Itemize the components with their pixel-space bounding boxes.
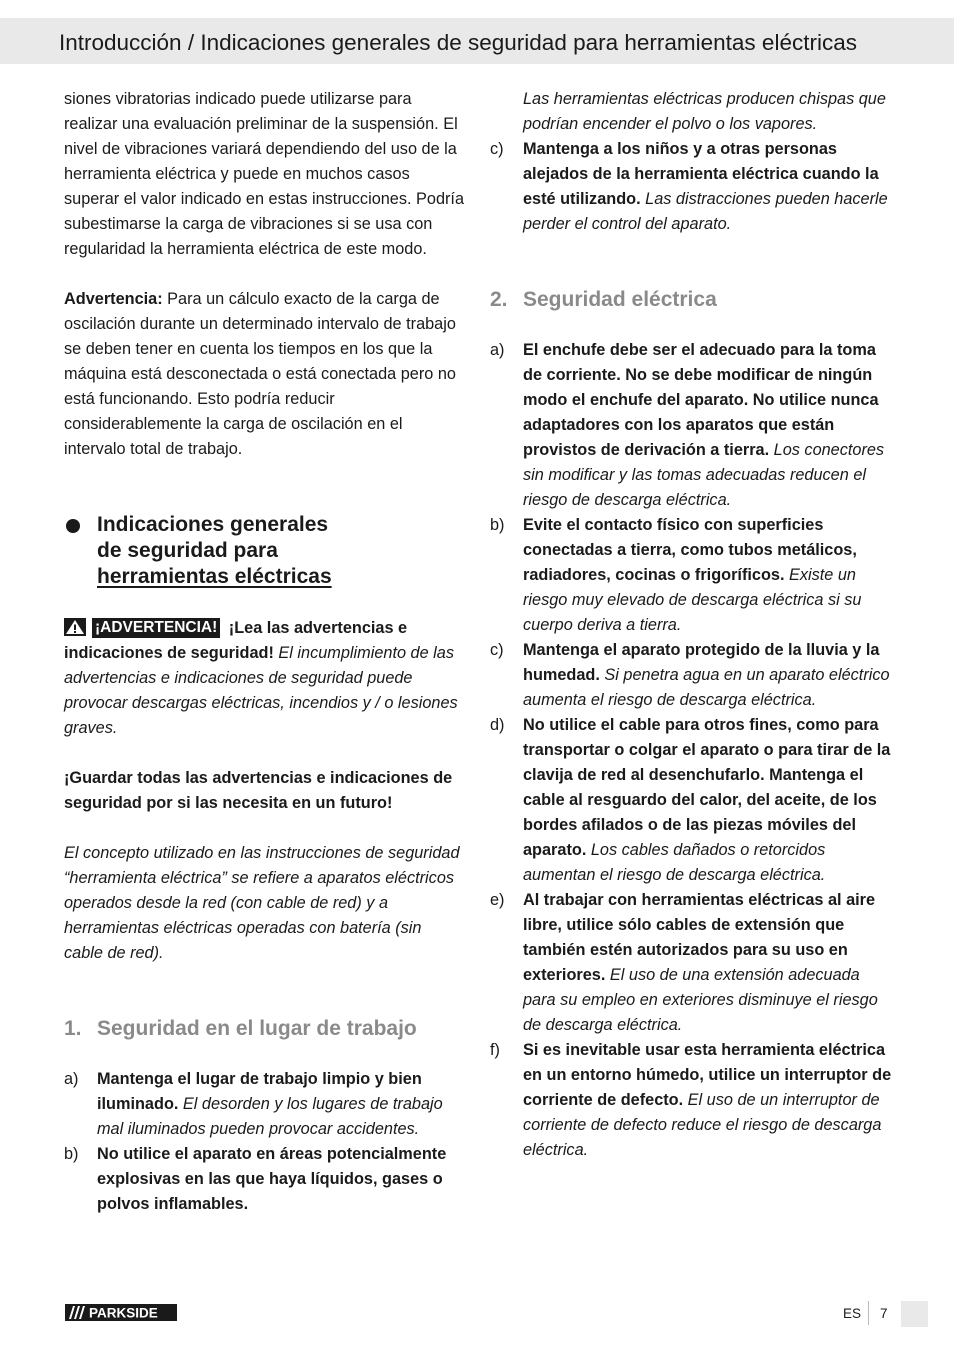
item-bold: No utilice el cable para otros fines, como para transportar o colgar el aparato o para tirar de la clavija de red al desenchufarlo. Mantenga el cable al resguardo del calor, del aceite, de los bordes afilados o de las piezas móviles del aparato. xyxy=(523,716,891,859)
item-label: f) xyxy=(490,1041,500,1059)
list-item xyxy=(490,338,894,513)
warning-badge: ¡ADVERTENCIA! xyxy=(92,618,220,638)
item-label: b) xyxy=(64,1145,79,1163)
list-item xyxy=(490,638,894,713)
page-title: Introducción / Indicaciones generales de seguridad para herramientas eléctricas xyxy=(59,30,857,55)
left-column xyxy=(64,87,464,1217)
warning-paragraph xyxy=(64,616,464,741)
item-label: a) xyxy=(64,1070,79,1088)
list-item xyxy=(64,1067,464,1142)
list-item xyxy=(490,1038,894,1163)
warning-italic: El incumplimiento de las advertencias e indicaciones de seguridad puede provocar descargas eléctricas, incendios y / o lesiones graves. xyxy=(64,644,458,737)
item-italic: El uso de un interruptor de corriente de defecto reduce el riesgo de descarga eléctrica. xyxy=(523,1091,882,1159)
item-bold: Mantenga el lugar de trabajo limpio y bien iluminado. xyxy=(97,1070,422,1113)
advertencia-label: Advertencia: xyxy=(64,290,163,308)
item-italic: Los cables dañados o retorcidos aumentan el riesgo de descarga eléctrica. xyxy=(523,841,826,884)
list-item xyxy=(490,137,894,237)
item-italic: Si penetra agua en un aparato eléctrico aumenta el riesgo de descarga eléctrica. xyxy=(523,666,890,709)
warning-triangle-icon xyxy=(64,618,86,636)
item-label: e) xyxy=(490,891,505,909)
advertencia-text: Para un cálculo exacto de la carga de oscilación durante un determinado intervalo de trabajo se deben tener en cuenta los tiempos en los que la máquina está desconectada o está conectada pero no está funcionando. Esto podría reducir considerablemente la carga de oscilación en el intervalo total de trabajo. xyxy=(64,290,456,458)
item-italic: Los conectores sin modificar y las tomas adecuadas reducen el riesgo de descarga eléctrica. xyxy=(523,441,885,509)
language-code: ES xyxy=(843,1306,862,1321)
section-heading xyxy=(64,512,464,590)
right-column xyxy=(490,87,894,1163)
section-1-heading xyxy=(64,1016,464,1042)
footer-divider xyxy=(868,1301,869,1325)
item-italic: El uso de una extensión adecuada para su empleo en exteriores disminuye el riesgo de descarga eléctrica. xyxy=(523,966,878,1034)
list-item xyxy=(490,713,894,888)
concepto-paragraph: El concepto utilizado en las instrucciones de seguridad “herramienta eléctrica” se refiere a aparatos eléctricos operados desde la red (con cable de red) y a herramientas eléctricas operadas con batería (sin cable de red). xyxy=(64,844,460,962)
intro-paragraph: siones vibratorias indicado puede utilizarse para realizar una evaluación preliminar de la suspensión. El nivel de vibraciones variará dependiendo del uso de la herramienta eléctrica y puede en muchos casos superar el valor indicado en estas instrucciones. Podría subestimarse la carga de vibraciones si se usa con regularidad la herramienta eléctrica de este modo. xyxy=(64,90,465,258)
item-italic: Existe un riesgo muy elevado de descarga eléctrica si su cuerpo deriva a tierra. xyxy=(523,566,862,634)
item-bold: No utilice el aparato en áreas potencialmente explosivas en las que haya líquidos, gases o polvos inflamables. xyxy=(97,1145,447,1213)
section-1-number: 1. xyxy=(64,1017,82,1040)
item-label: b) xyxy=(490,516,505,534)
item-bold: Si es inevitable usar esta herramienta eléctrica en un entorno húmedo, utilice un interruptor de corriente de defecto. xyxy=(523,1041,892,1109)
section-1-title: Seguridad en el lugar de trabajo xyxy=(97,1017,417,1040)
section-2-heading xyxy=(490,287,894,313)
item-label: d) xyxy=(490,716,505,734)
bullet-icon xyxy=(66,519,80,533)
list-item xyxy=(490,888,894,1038)
item-bold: Al trabajar con herramientas eléctricas al aire libre, utilice sólo cables de extensión que también estén autorizados para su uso en exteriores. xyxy=(523,891,876,984)
warning-bold: ¡Lea las advertencias e indicaciones de seguridad! xyxy=(64,619,408,662)
item-bold: Evite el contacto físico con superficies conectadas a tierra, como tubos metálicos, radiadores, cocinas o frigoríficos. xyxy=(523,516,857,584)
list-item xyxy=(490,87,894,137)
section-2-number: 2. xyxy=(490,288,508,311)
item-italic: Las distracciones pueden hacerle perder el control del aparato. xyxy=(523,190,888,233)
item-bold: El enchufe debe ser el adecuado para la toma de corriente. No se debe modificar de ningún modo el enchufe del aparato. No utilice nunca adaptadores con los aparatos que están provistos de derivación a tierra. xyxy=(523,341,879,459)
item-label: c) xyxy=(490,140,504,158)
section-heading-line1: Indicaciones generales xyxy=(97,513,329,536)
parkside-logo xyxy=(65,1304,177,1321)
brand-text: PARKSIDE xyxy=(89,1305,158,1321)
section-heading-line3: herramientas eléctricas xyxy=(97,565,332,588)
item-label: a) xyxy=(490,341,505,359)
list-item xyxy=(64,1142,464,1217)
item-bold: Mantenga a los niños y a otras personas alejados de la herramienta eléctrica cuando la esté utilizando. xyxy=(523,140,879,208)
page-number: 7 xyxy=(880,1306,888,1321)
item-bold: Mantenga el aparato protegido de la lluvia y la humedad. xyxy=(523,641,880,684)
advertencia-paragraph xyxy=(64,287,464,462)
item-italic: El desorden y los lugares de trabajo mal iluminados pueden provocar accidentes. xyxy=(97,1095,443,1138)
continuation-italic: Las herramientas eléctricas producen chispas que podrían encender el polvo o los vapores. xyxy=(523,90,886,133)
list-item xyxy=(490,513,894,638)
footer-tab xyxy=(901,1301,928,1327)
section-2-title: Seguridad eléctrica xyxy=(523,288,717,311)
item-label: c) xyxy=(490,641,504,659)
guardar-paragraph: ¡Guardar todas las advertencias e indicaciones de seguridad por si las necesita en un futuro! xyxy=(64,769,453,812)
section-heading-line2: de seguridad para xyxy=(97,539,278,562)
